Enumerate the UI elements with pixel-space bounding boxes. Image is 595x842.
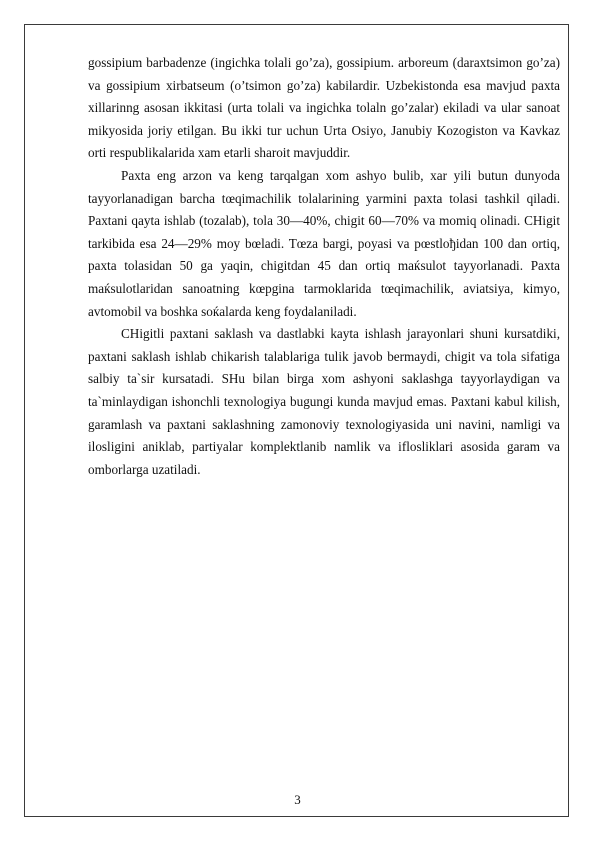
paragraph-1: gossipium barbadenze (ingichka tolali go’za), gossipium. arboreum (daraxtsimon go’za) va gossipium xirbatseum (o’tsimon go’za) kabilardir. Uzbekistonda esa mavjud paxta xillarinng asosan ikkitasi (urta tolali va ingichka tolaln go’zalar) ekiladi va ular sanoat mikyosida joriy etilgan. Bu ikki tur uchun Urta Osiyo, Janubiy Kozogiston va Kavkaz orti respublikalarida xam etarli sharoit mavjuddir. xyxy=(88,55,560,161)
document-body xyxy=(88,52,560,481)
page-number: 3 xyxy=(294,792,301,807)
paragraph-3: CHigitli paxtani saklash va dastlabki kayta ishlash jarayonlari shuni kursatdiki, paxtani saklash ishlab chikarish talablariga tulik javob bermaydi, chigit va tola sifatiga salbiy ta`sir kursatadi. SHu bilan birga xom ashyoni saklashga tayyorlaydigan va ta`minlaydigan ishonchli texnologiya bugungi kunda mavjud emas. Paxtani kabul kilish, garamlash va paxtani saklashning zamonoviy texnologiyasida uni navini, namligi va ilosligini aniklab, partiyalar komplektlanib namlik va iflosliklari asosida garam va omborlarga uzatiladi. xyxy=(88,326,560,477)
paragraph-2: Paxta eng arzon va keng tarqalgan xom ashyo bulib, xar yili butun dunyoda tayyorlanadigan barcha tœqimachilik tolalarining yarmini paxta tolasi tashkil qiladi. Paxtani qayta ishlab (tozalab), tola 30—40%, chigit 60—70% va momiq olinadi. CHigit tarkibida esa 24—29% moy bœladi. Tœza bargi, poyasi va pœstloђidan 100 dan ortiq, paxta tolasidan 50 ga yaqin, chigitdan 45 dan ortiq maќsulot tayyorlanadi. Paxta maќsulotlaridan sanoatning kœpgina tarmoklarida tœqimachilik, aviatsiya, kimyo, avtomobil va boshka soќalarda keng foydalaniladi. xyxy=(88,167,560,319)
